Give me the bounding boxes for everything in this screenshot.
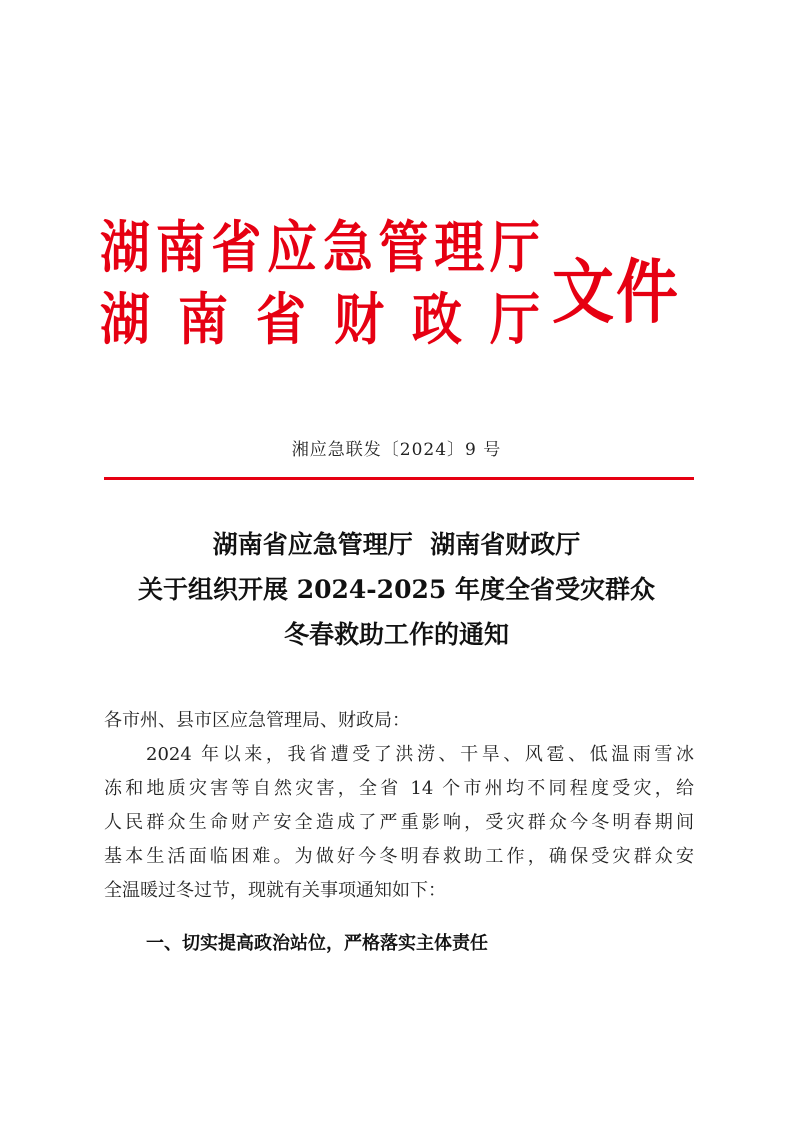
masthead-char: 厅 — [489, 214, 540, 281]
masthead-issuer-line-1 — [100, 212, 540, 284]
masthead-char: 理 — [434, 214, 485, 281]
section-heading: 一、切实提高政治站位，严格落实主体责任 — [146, 933, 488, 954]
paragraph-line: 人民群众生命财产安全造成了严重影响，受灾群众今冬明春期间 — [104, 812, 694, 833]
masthead-char: 湖 — [100, 286, 150, 353]
masthead-char: 财 — [334, 286, 384, 353]
masthead-char: 管 — [378, 214, 429, 281]
masthead-char: 南 — [178, 286, 228, 353]
masthead-char: 厅 — [490, 286, 540, 353]
paragraph-line: 冻和地质灾害等自然灾害，全省 14 个市州均不同程度受灾，给 — [104, 778, 694, 799]
paragraph-line: 基本生活面临困难。为做好今冬明春救助工作，确保受灾群众安 — [104, 846, 694, 867]
paragraph-line: 全温暖过冬过节，现就有关事项通知如下： — [104, 880, 446, 901]
addressee: 各市州、县市区应急管理局、财政局： — [104, 710, 410, 731]
paragraph-line: 2024 年以来，我省遭受了洪涝、干旱、风雹、低温雨雪冰 — [146, 744, 694, 765]
document-number: 湘应急联发〔2024〕9 号 — [291, 440, 502, 460]
masthead-char: 省 — [211, 214, 262, 281]
masthead-char: 省 — [256, 286, 306, 353]
red-divider-line — [104, 477, 694, 480]
document-title — [0, 522, 793, 657]
masthead-suffix: 文件 — [552, 250, 681, 333]
masthead-char: 湖 — [100, 214, 150, 281]
body-paragraph — [104, 738, 694, 908]
title-line-1: 湖南省应急管理厅 湖南省财政厅 — [212, 530, 581, 559]
title-line-3: 冬春救助工作的通知 — [283, 620, 509, 649]
red-masthead — [100, 212, 700, 362]
masthead-issuer-line-2 — [100, 284, 540, 356]
masthead-char: 急 — [322, 214, 373, 281]
masthead-char: 应 — [267, 214, 318, 281]
title-line-2: 关于组织开展 2024-2025 年度全省受灾群众 — [138, 575, 655, 604]
masthead-char: 南 — [155, 214, 206, 281]
masthead-char: 政 — [412, 286, 462, 353]
